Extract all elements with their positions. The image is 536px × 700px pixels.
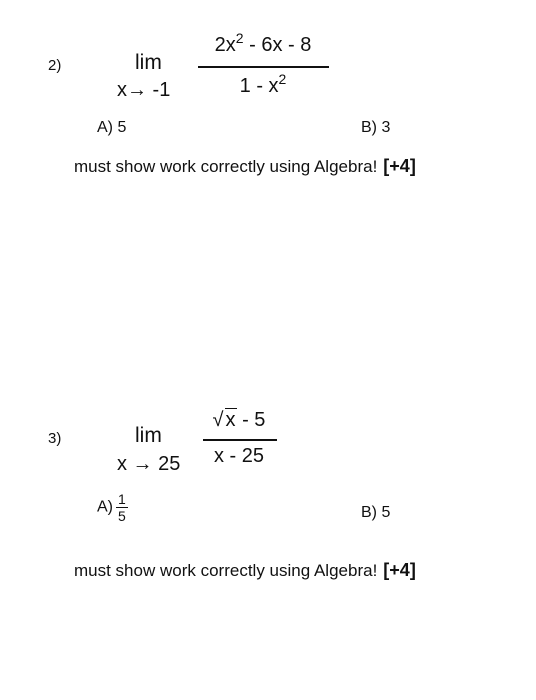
limit-word: lim xyxy=(135,424,162,447)
instruction-text: must show work correctly using Algebra! xyxy=(74,561,378,580)
limit-word: lim xyxy=(135,51,162,74)
fraction-denominator: x - 25 xyxy=(213,445,265,467)
instruction-line xyxy=(74,156,416,177)
points-badge: [+4] xyxy=(383,560,416,580)
square-root: √ x xyxy=(212,409,236,431)
instruction-text: must show work correctly using Algebra! xyxy=(74,157,378,176)
choice-a[interactable]: A) $\frac{1}{5}$ xyxy=(97,491,126,524)
choice-fraction: $\frac{1}{5}$ xyxy=(118,491,126,524)
choice-a[interactable]: A) 5 xyxy=(97,119,127,136)
limit-approach: x → 25 xyxy=(117,453,181,475)
question-number: 3) xyxy=(48,430,62,447)
instruction-line xyxy=(74,560,416,581)
radical-sign-icon: √ xyxy=(212,409,224,431)
choice-b[interactable]: B) 3 xyxy=(361,119,391,136)
points-badge: [+4] xyxy=(383,156,416,176)
exponent: 2 xyxy=(235,30,244,46)
choice-b[interactable]: B) 5 xyxy=(361,504,391,521)
exponent: 2 xyxy=(278,71,287,87)
fraction-numerator: $2x^2 - 6x - 8$ xyxy=(214,30,312,56)
limit-approach: x→ -1 xyxy=(117,79,171,101)
fraction-numerator: √ x - 5 xyxy=(212,409,266,431)
fraction-bar xyxy=(203,439,277,441)
question-number: 2) xyxy=(48,57,62,74)
fraction-denominator: $1 - x^2$ xyxy=(239,71,287,97)
fraction-bar xyxy=(198,66,329,68)
